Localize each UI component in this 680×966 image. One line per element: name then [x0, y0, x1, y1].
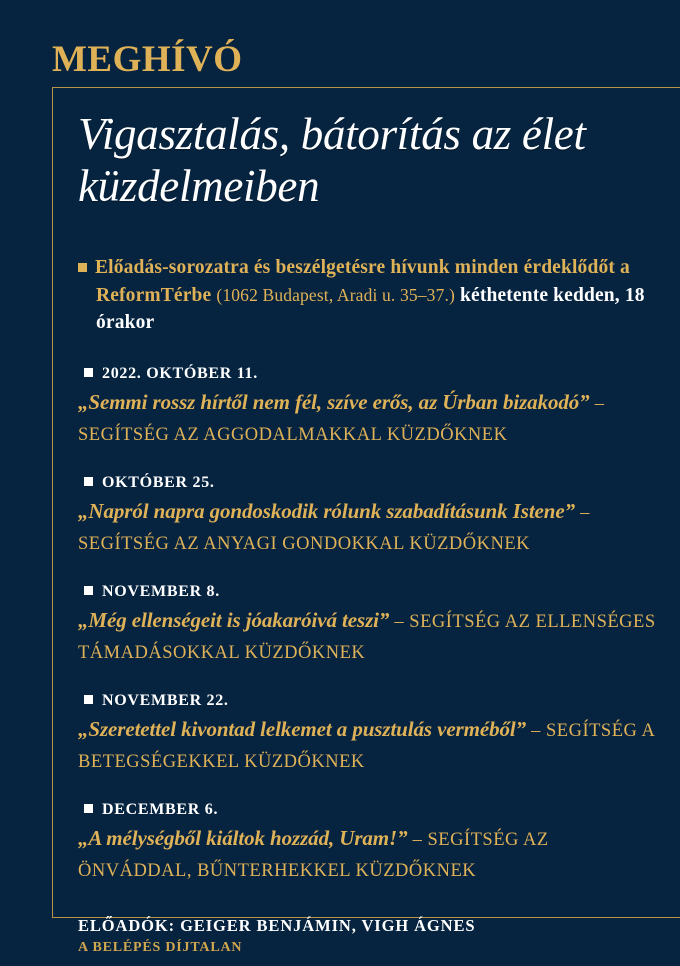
event-body — [78, 388, 663, 450]
square-bullet-icon — [84, 368, 93, 377]
event-date-label: NOVEMBER 22. — [102, 691, 229, 709]
event-quote: „Még ellenségeit is jóakaróivá teszi” — [78, 607, 390, 632]
square-bullet-icon — [84, 477, 93, 486]
intro-schedule-text: kéthetente kedden, 18 órakor — [96, 284, 645, 333]
square-bullet-icon — [84, 586, 93, 595]
intro-paragraph — [78, 254, 663, 337]
event-description: SEGÍTSÉG AZ ANYAGI GONDOKKAL KÜZDŐKNEK — [78, 533, 531, 554]
event-date — [78, 690, 663, 712]
square-bullet-icon — [84, 695, 93, 704]
event-item — [78, 581, 663, 668]
intro-lead-text: Előadás-sorozatra és beszélgetésre hívunk minden érdeklődőt a ReformTérbe — [95, 257, 630, 306]
event-item — [78, 472, 663, 559]
event-item — [78, 799, 663, 886]
event-quote: „Napról napra gondoskodik rólunk szabadításunk Istene” — [78, 498, 575, 523]
event-dash: – — [407, 829, 428, 850]
event-description: – SEGÍTSÉG A BETEGSÉGEKKEL KÜZDŐKNEK — [78, 720, 655, 772]
event-body — [78, 497, 663, 559]
poster-content — [78, 108, 663, 936]
speakers-line: ELŐADÓK: GEIGER BENJÁMIN, VIGH ÁGNES — [78, 915, 476, 935]
event-date — [78, 581, 663, 603]
event-description: SEGÍTSÉG AZ ÖNVÁDDAL, BŰNTERHEKKEL KÜZDŐKNEK — [78, 829, 549, 881]
event-dash: – — [574, 502, 590, 523]
event-date — [78, 363, 663, 385]
events-list — [78, 363, 663, 886]
free-entry-note: A BELÉPÉS DÍJTALAN — [78, 940, 243, 955]
event-date-label: 2022. OKTÓBER 11. — [102, 364, 258, 382]
event-description: SEGÍTSÉG AZ AGGODALMAKKAL KÜZDŐKNEK — [78, 424, 508, 445]
event-date-label: NOVEMBER 8. — [102, 582, 220, 600]
intro-venue-text: (1062 Budapest, Aradi u. 35–37.) — [216, 284, 455, 305]
square-bullet-icon — [84, 804, 93, 813]
headline: Vigasztalás, bátorítás az élet küzdelmeiben — [78, 109, 586, 211]
event-quote: „Semmi rossz hírtől nem fél, szíve erős, az Úrban bizakodó” — [78, 389, 590, 414]
event-date-label: OKTÓBER 25. — [102, 473, 215, 491]
event-quote: „Szeretettel kivontad lelkemet a pusztulás verméből” — [78, 716, 527, 741]
page-title: MEGHÍVÓ — [52, 39, 243, 80]
event-date — [78, 472, 663, 494]
event-item — [78, 363, 663, 450]
event-date — [78, 799, 663, 821]
event-dash: – — [589, 393, 605, 414]
event-item — [78, 690, 663, 777]
event-body — [78, 715, 663, 777]
event-quote: „A mélységből kiáltok hozzád, Uram!” — [78, 825, 408, 850]
event-date-label: DECEMBER 6. — [102, 800, 219, 818]
event-body — [78, 606, 663, 668]
event-description: SEGÍTSÉG AZ ELLENSÉGES TÁMADÁSOKKAL KÜZDŐKNEK — [78, 611, 656, 663]
square-bullet-icon — [78, 263, 87, 272]
event-body — [78, 824, 663, 886]
event-dash: – — [389, 611, 410, 632]
